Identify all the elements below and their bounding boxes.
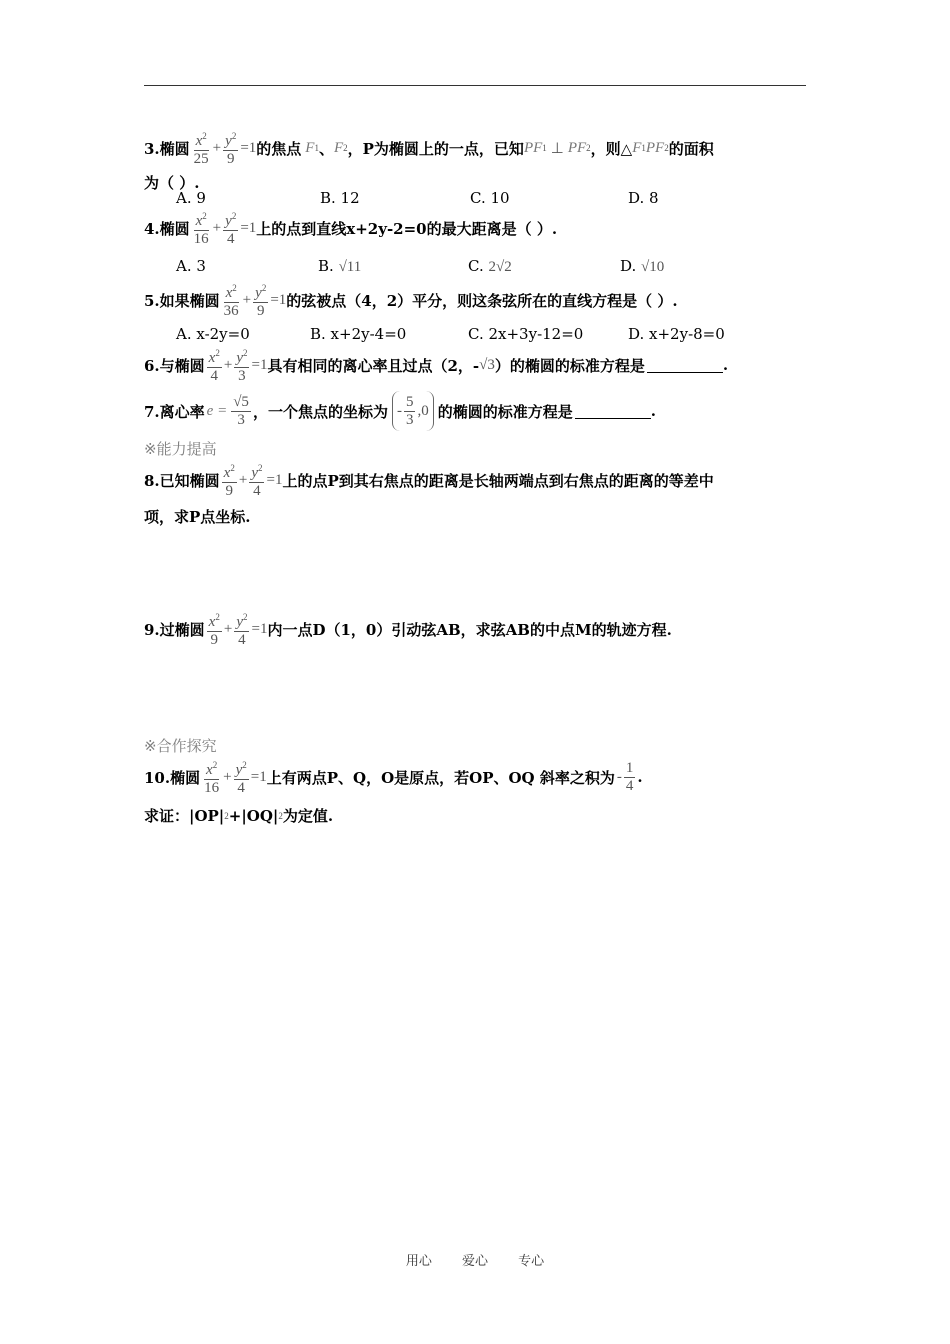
q6-den1: 4 [210,368,218,384]
q8-frac-y: $\frac{y^2}{4}$ [249,460,264,500]
q3-t5: 的面积 [668,139,714,158]
q7-p-num: 5 [405,393,414,410]
q6-eq: =1 [251,356,268,373]
q3-option-c: C. 10 [470,189,510,207]
q3-den1: 25 [193,151,209,167]
q3-t1: 的焦点 [256,139,302,158]
q10-den2: 4 [237,780,245,796]
q6-prefix: 6.与椭圆 [144,356,205,375]
q7-text2: 的椭圆的标准方程是 [437,402,573,421]
q10-k-num: 1 [625,759,634,776]
q6-num1: x [208,350,216,366]
q6-den2: 3 [238,368,246,384]
q7-neg: - [396,402,402,419]
q7-prefix: 7.离心率 [144,402,205,421]
q10-sq2: 2 [278,810,283,821]
q10-num1: x [206,762,213,778]
q4-option-b-value: √11 [338,259,362,275]
q4-option-d [620,257,664,276]
q7-e: e = [206,402,228,419]
q10-sq1: 2 [224,810,229,821]
q7-p-tail: ,0 [417,402,429,419]
q3-t3: ，P为椭圆上的一点，已知 [347,139,524,158]
q9-frac-y: $\frac{y^2}{4}$ [234,609,249,649]
q9-num1: x [208,614,216,630]
q5-option-d: D. x+2y-8=0 [628,325,725,343]
q10-frac-k [624,760,636,795]
q6-end: . [722,356,729,374]
footer-text-1: 用心 [405,1254,432,1269]
q5-num2: y [255,285,262,301]
q6-frac-x: $\frac{x^2}{4}$ [207,345,222,385]
question-3: 3.椭圆 $\frac{x^2}{25}$ + $\frac{y^2}{9}$ =1 的焦点 F 1 、 F 2 ，P为椭圆上的一点，已知 PF 1 ⊥ PF 2 ，则△ F 1 PF 2 的面积 [144,128,714,168]
q3-sub5: 1 [641,143,646,153]
q9-eq: =1 [251,620,268,637]
q4-option-c-label: C. [468,257,484,275]
q7-frac-e [231,394,251,429]
q8-prefix: 8.已知椭圆 [144,471,220,490]
question-7 [144,391,656,431]
q5-frac-x: $\frac{x^2}{36}$ [222,280,241,320]
q3-perp: ⊥ [550,140,564,157]
q9-num2: y [236,614,243,630]
q3-sub3: 1 [542,143,547,153]
q3-option-d: D. 8 [628,189,659,207]
question-4: 4.椭圆 $\frac{x^2}{16}$ + $\frac{y^2}{4}$ =1 上的点到直线x+2y-2=0的最大距离是（ ）. [144,208,557,248]
q6-num2: y [236,350,243,366]
q3-prefix: 3.椭圆 [144,139,190,158]
q3-eq: =1 [240,139,257,156]
q4-option-a: A. 3 [176,257,206,275]
q10-prefix: 10.椭圆 [144,768,201,787]
q9-prefix: 9.过椭圆 [144,620,205,639]
q6-text: 具有相同的离心率且过点（2，- [267,356,480,375]
q4-den2: 4 [226,231,235,247]
q3-m2: F [333,139,344,156]
q4-option-c [468,257,512,276]
q10-frac-y: $\frac{y^2}{4}$ [234,757,249,797]
q4-eq: =1 [240,219,257,236]
q6-text2: ）的椭圆的标准方程是 [494,356,645,375]
q7-frac-p [404,394,416,429]
q5-option-a: A. x-2y=0 [176,325,250,343]
q7-focus-coordinate [392,391,434,431]
q8-text: 上的点P到其右焦点的距离是长轴两端点到右焦点的距离的等差中 [282,471,714,490]
question-9: 9.过椭圆 $\frac{x^2}{9}$ + $\frac{y^2}{4}$ =1 内一点D（1，0）引动弦AB，求弦AB的中点M的轨迹方程. [144,609,672,649]
question-8: 8.已知椭圆 $\frac{x^2}{9}$ + $\frac{y^2}{4}$ =1 上的点P到其右焦点的距离是长轴两端点到右焦点的距离的等差中 [144,460,714,500]
footer-text-2: 爱心 [461,1254,488,1269]
question-3-line2: 为（ ）. [144,174,200,192]
q5-den2: 9 [256,303,265,319]
q3-den2: 9 [226,151,235,167]
q3-m5: F [632,139,642,156]
q10-line2-b: +|OQ| [228,806,279,825]
q6-answer-blank [647,358,723,373]
q5-text: 的弦被点（4，2）平分，则这条弦所在的直线方程是（ ）. [286,291,678,310]
q10-eq: =1 [250,768,267,785]
footer-text-3: 专心 [518,1254,545,1269]
q3-m1: F [305,139,315,156]
section-heading-ability: ※能力提高 [144,440,217,458]
q5-eq: =1 [270,291,287,308]
question-6: 6.与椭圆 $\frac{x^2}{4}$ + $\frac{y^2}{3}$ =1 具有相同的离心率且过点（2，- √3 ）的椭圆的标准方程是 . [144,345,728,385]
q7-e-num: √5 [233,393,249,410]
page-footer [0,1250,950,1269]
q5-num1: x [225,285,233,301]
q9-frac-x: $\frac{x^2}{9}$ [207,609,222,649]
question-8-line2: 项，求P点坐标. [144,508,251,526]
section-heading-cooperation: ※合作探究 [144,737,217,755]
q4-option-c-value: 2√2 [488,259,512,275]
q10-den1: 16 [204,780,220,796]
q8-den2: 4 [253,483,261,499]
q8-num1: x [223,465,231,481]
q3-sub1: 1 [314,143,319,153]
question-5: 5.如果椭圆 $\frac{x^2}{36}$ + $\frac{y^2}{9}$ =1 的弦被点（4，2）平分，则这条弦所在的直线方程是（ ）. [144,280,678,320]
q3-sub2: 2 [343,143,348,153]
q3-frac-x: $\frac{x^2}{25}$ [192,128,211,168]
q4-num2: y [225,213,232,229]
q5-prefix: 5.如果椭圆 [144,291,220,310]
q4-frac-x: $\frac{x^2}{16}$ [192,208,211,248]
q3-frac-y: $\frac{y^2}{9}$ [223,128,238,168]
q10-end: . [637,768,643,786]
q9-den2: 4 [238,632,246,648]
q4-frac-y: $\frac{y^2}{4}$ [223,208,238,248]
q3-num2: y [225,133,232,149]
q3-sub6: 2 [664,143,669,153]
q10-neg: - [616,768,622,785]
q10-line2-c: 为定值. [282,807,334,825]
q9-text: 内一点D（1，0）引动弦AB，求弦AB的中点M的轨迹方程. [267,620,672,639]
q8-den1: 9 [225,483,233,499]
q5-option-b: B. x+2y-4=0 [310,325,407,343]
q3-m3: PF [523,139,543,156]
q6-root: √3 [479,356,495,373]
q3-num1: x [195,133,203,149]
q4-text: 上的点到直线x+2y-2=0的最大距离是（ ）. [256,219,558,238]
q3-t2: 、 [318,139,334,158]
header-rule [144,85,806,86]
q3-m6: PF [645,139,665,156]
q10-num2: y [235,762,243,778]
q8-eq: =1 [266,471,283,488]
q4-option-d-label: D. [620,257,637,275]
q4-prefix: 4.椭圆 [144,219,190,238]
q4-num1: x [195,213,203,229]
q3-option-b: B. 12 [320,189,360,207]
q4-option-d-value: √10 [641,259,665,275]
q9-den1: 9 [210,632,218,648]
q8-num2: y [251,465,258,481]
q7-p-den: 3 [405,411,414,428]
q10-line2-a: 求证：|OP| [144,807,225,825]
question-10-line2 [144,805,333,826]
q3-m4: PF [567,139,587,156]
q10-frac-x: $\frac{x^2}{16}$ [202,757,221,797]
q7-answer-blank [575,404,651,419]
q4-option-b-label: B. [318,257,334,275]
q3-t4: ，则△ [590,139,633,158]
q7-e-den: 3 [237,411,245,428]
question-10: 10.椭圆 $\frac{x^2}{16}$ + $\frac{y^2}{4}$ =1 上有两点P、Q，O是原点，若OP、OQ 斜率之积为 - $\frac{1}{4}$ . [144,757,643,797]
q10-k-den: 4 [625,777,634,794]
q5-den1: 36 [223,303,239,319]
q5-option-c: C. 2x+3y-12=0 [468,325,584,343]
q8-frac-x: $\frac{x^2}{9}$ [222,460,237,500]
q6-frac-y: $\frac{y^2}{3}$ [234,345,249,385]
q7-end: . [650,402,656,420]
q10-text: 上有两点P、Q，O是原点，若OP、OQ 斜率之积为 [266,768,615,787]
q5-frac-y: $\frac{y^2}{9}$ [253,280,268,320]
q4-den1: 16 [193,231,209,247]
q3-option-a: A. 9 [176,189,206,207]
q7-text: ，一个焦点的坐标为 [252,402,388,421]
q4-option-b [318,257,361,276]
q3-sub4: 2 [586,143,591,153]
